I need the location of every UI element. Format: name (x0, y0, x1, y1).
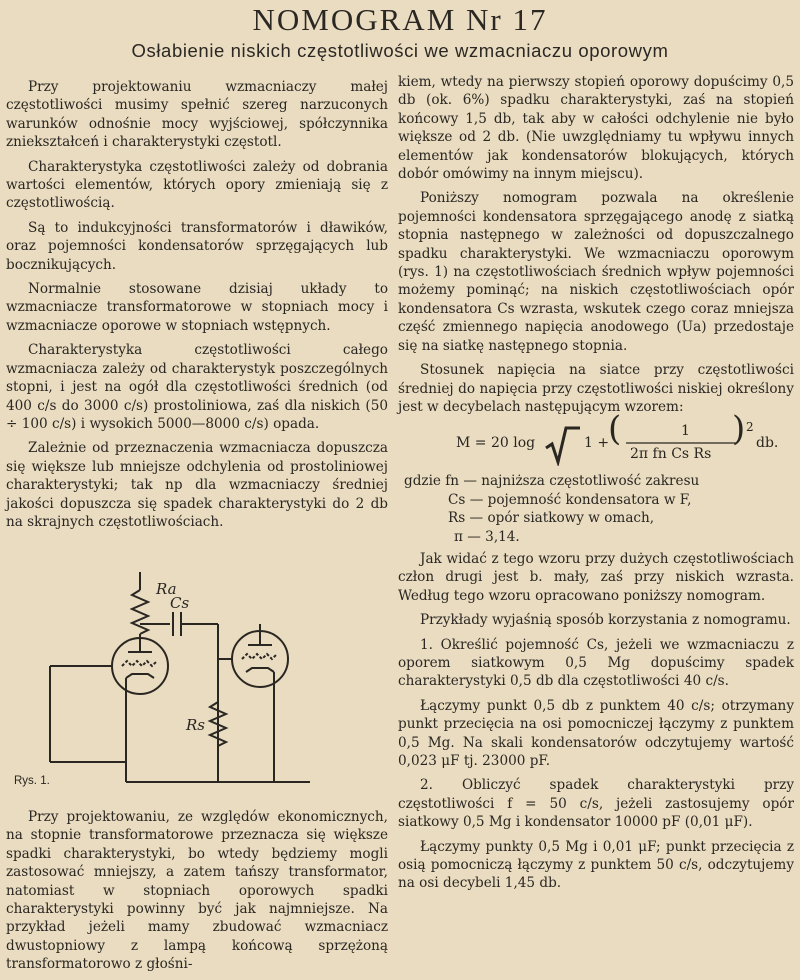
tube-1-cathode (126, 674, 154, 678)
sqrt-icon (544, 424, 580, 466)
page-title: NOMOGRAM Nr 17 (252, 2, 548, 37)
formula (398, 409, 794, 468)
circuit-diagram (10, 562, 385, 792)
paragraph: Przy projektowaniu, ze względów ekonomicznych, na stopnie transformatorowe przeznacza się większe spadki charakterystyki, bo wtedy będziemy mogli zastosować mniejszy, a zatem tańszy transformator, natomiast w stopniach oporowych spadki charakterystyki powinny być jak najmniejsze. Na przykład jeżeli mamy zbudować wzmacniacz dwustopniowy z lampą końcową sprzężoną transformatorowo z głośni- (6, 809, 388, 973)
tube-2-cathode (246, 668, 274, 672)
circuit-svg (10, 562, 385, 792)
definition-line: Rs — opór siatkowy w omach, (448, 510, 655, 527)
fraction-bar (626, 442, 736, 444)
paragraph: Normalnie stosowane dzisiaj układy to wzmacniacze transformatorowe w stopniach mocy i wzmacniacze oporowe w stopniach wstępnych. (6, 281, 388, 334)
figure-caption: Rys. 1. (14, 775, 50, 787)
paragraph: Charakterystyka częstotliwości całego wzmacniacza zależy od charakterystyk poszczególnych stopni, i jest na ogół dla częstotliwości średnich (od 400 c/s do 3000 c/s) prostoliniowa, zaś dla niskich (50 ÷ 100 c/s) i wysokich 5000—8000 c/s) opada. (6, 342, 388, 432)
formula-numerator: 1 (681, 423, 690, 440)
tube-1-grid (122, 661, 157, 666)
paragraph: Łączymy punkty 0,5 Mg i 0,01 μF; punkt przecięcia z osią pomocniczą łączymy z punktem 50 c/s, odczytujemy na osi decybeli 1,45 db. (398, 838, 794, 892)
paragraph: Jak widać z tego wzoru przy dużych częstotliwościach człon drugi jest b. mały, zaś przy niskich wzrasta. Według tego wzoru opracowano poniższy nomogram. (398, 550, 794, 604)
paren-close: ) (732, 409, 746, 450)
paragraph: Zależnie od przeznaczenia wzmacniacza dopuszcza się większe lub mniejsze odchylenia od prostoliniowej charakterystyki; tak np dla wzmacniaczy średniej jakości dopuszcza się spadek charakterystyki do 2 db na skrajnych częstotliwościach. (6, 440, 388, 530)
paragraph: Charakterystyka częstotliwości zależy od dobrania wartości elementów, których opory zmieniają się z częstotliwością. (6, 158, 388, 212)
definition-line: Cs — pojemność kondensatora w F, (448, 491, 692, 508)
paragraph: 1. Określić pojemność Cs, jeżeli we wzmacniaczu z oporem siatkowym 0,5 Mg dopuścimy spadek charakterystyki 0,5 db dla częstotliwości 40 c/s. (398, 636, 794, 690)
paragraph: Łączymy punkt 0,5 db z punktem 40 c/s; otrzymany punkt przecięcia na osi pomocniczej łączymy z punktem 0,5 Mg. Na skali kondensatorów odczytujemy wartość 0,023 μF tj. 23000 pF. (398, 697, 794, 769)
paragraph: Są to indukcyjności transformatorów i dławików, oraz pojemności kondensatorów sprzęgających lub bocznikujących. (6, 219, 388, 273)
formula-one-plus: 1 + (584, 435, 610, 452)
tube-2-grid (242, 654, 277, 659)
definition-line: gdzie fn — najniższa częstotliwość zakresu (404, 473, 700, 490)
definitions (404, 472, 794, 546)
paragraph: Przy projektowaniu wzmacniaczy małej częstotliwości musimy spełnić szereg narzuconych warunków odnośnie mocy wyjściowej, spółczynnika zniekształceń i charakterystyki częstotl. (6, 79, 388, 151)
formula-unit: db. (756, 435, 779, 452)
definition-line: π — 3,14. (454, 528, 520, 545)
page-subtitle: Osłabienie niskich częstotliwości we wzmacniaczu oporowym (131, 40, 669, 61)
left-column-bottom (6, 808, 388, 980)
formula-lhs: M = 20 log (456, 435, 536, 452)
label-ra: Ra (156, 580, 177, 598)
left-column (6, 78, 388, 537)
resistor-ra (132, 590, 148, 634)
paragraph: Przykłady wyjaśnią sposób korzystania z nomogramu. (420, 612, 791, 629)
paragraph: kiem, wtedy na pierwszy stopień oporowy dopuścimy 0,5 db (ok. 6%) spadku charakterystyki, zaś na stopień końcowy 1,5 db, tak aby w całości odchylenie nie było większe od 2 db. (Nie uwzględniamy tu wpływu innych elementów jak kondensatorów blokujących, których dobór omówimy na innym miejscu). (398, 74, 794, 183)
paren-open: ( (608, 409, 622, 450)
paragraph: Poniższy nomogram pozwala na określenie pojemności kondensatora sprzęgającego anodę z siatką stopnia następnego w zależności od dopuszczalnego spadku charakterystyki. We wzmacniaczu oporowym (rys. 1) na częstotliwościach średnich wpływ pojemności możemy pominąć; na niskich częstotliwościach opór kondensatora Cs wzrasta, wskutek czego coraz mniejsza część zmiennego napięcia anodowego (Ua) przedostaje się na siatkę następnego stopnia. (398, 190, 794, 354)
label-rs: Rs (186, 716, 205, 734)
paragraph: Stosunek napięcia na siatce przy częstotliwości średniej do napięcia przy częstotliwości niskiej określony jest w decybelach następującym wzorem: (398, 362, 794, 415)
formula-exponent: 2 (746, 420, 754, 435)
label-cs: Cs (170, 594, 190, 612)
right-column (398, 73, 794, 899)
paragraph: 2. Obliczyć spadek charakterystyki przy częstotliwości f = 50 c/s, jeżeli zastosujemy opór siatkowy 0,5 Mg i kondensator 10000 pF (0,01 μF). (398, 777, 794, 831)
formula-denominator: 2π fn Cs Rs (630, 446, 712, 463)
